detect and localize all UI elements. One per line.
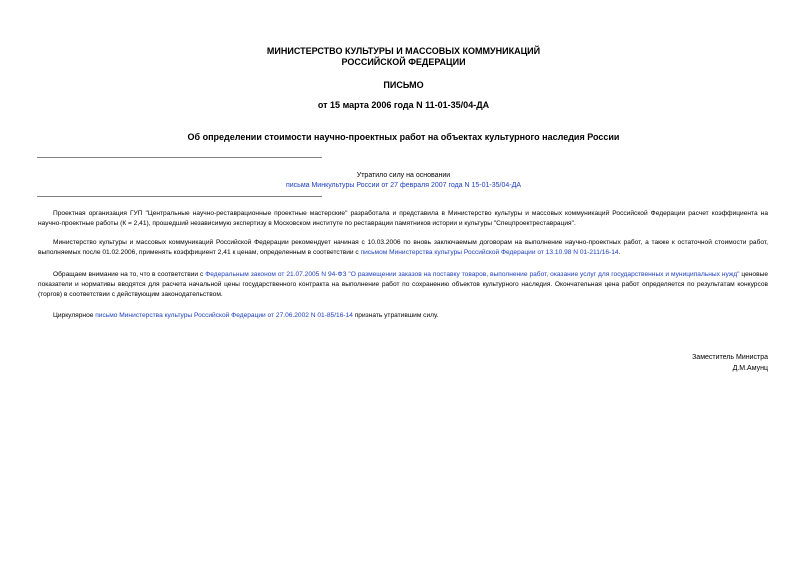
divider-bottom — [37, 196, 322, 197]
paragraph-4 — [38, 311, 768, 321]
status-note: Утратило силу на основании — [356, 172, 451, 179]
paragraph-4-end: признать утратившим силу. — [352, 312, 439, 319]
paragraph-3-end: ценовые показатели и нормативы вводятся для расчета начальной цены государственного контракта на выполнение работ по сохранению объектов культурного наследия. Окончательная цена работ определяется по результатам конкурсов (торгов) в соответствии с действующим законодательством. — [38, 271, 768, 298]
paragraph-2-text: Министерство культуры и массовых коммуникаций Российской Федерации рекомендует начиная с 10.03.2006 по вновь заключаемым договорам на выполнение научно-проектных работ, а также к остаточной стоимости работ, выполняемых после 01.02.2006, применять коэффициент 2,41 к ценам, определенным в соответствии с — [38, 239, 768, 256]
document-subject: Об определении стоимости научно-проектных работ на объектах культурного наследия России — [187, 132, 620, 142]
paragraph-2-link[interactable]: письмом Министерства культуры Российской Федерации от 13.10.98 N 01-211/16-14 — [360, 249, 619, 256]
paragraph-3 — [38, 270, 768, 300]
paragraph-4-text: Циркулярное — [53, 312, 96, 319]
ministry-name-line1: МИНИСТЕРСТВО КУЛЬТУРЫ И МАССОВЫХ КОММУНИКАЦИЙ — [266, 46, 541, 56]
paragraph-4-link[interactable]: письмо Министерства культуры Российской Федерации от 27.06.2002 N 01-85/16-14 — [95, 312, 353, 319]
ministry-name-line2: РОССИЙСКОЙ ФЕДЕРАЦИИ — [341, 57, 466, 67]
divider-top — [37, 157, 322, 158]
status-row — [0, 181, 807, 191]
document-type: ПИСЬМО — [383, 80, 424, 90]
status-link[interactable]: письма Минкультуры России от 27 февраля 2007 года N 15-01-35/04-ДА — [285, 182, 522, 189]
document-date-number: от 15 марта 2006 года N 11-01-35/04-ДА — [317, 100, 490, 110]
signatory-position: Заместитель Министра — [692, 354, 768, 361]
signatory-name: Д.М.Амунц — [732, 365, 768, 372]
paragraph-3-text: Обращаем внимание на то, что в соответствии с — [53, 271, 206, 278]
paragraph-2 — [38, 238, 768, 258]
paragraph-1: Проектная организация ГУП "Центральные научно-реставрационные проектные мастерские" разработала и представила в Министерство культуры и массовых коммуникаций Российской Федерации расчет коэффициента на научно-проектные работы (К = 2,41), прошедший независимую экспертизу в Московском институте по реставрации памятников истории и культуры "Спецпроектреставрация". — [38, 210, 768, 227]
paragraph-3-link[interactable]: Федеральным законом от 21.07.2005 N 94-ФЗ "О размещении заказов на поставку товаров, выполнение работ, оказание услуг для государственных и муниципальных нужд" — [205, 271, 740, 278]
paragraph-2-end: . — [618, 249, 621, 256]
